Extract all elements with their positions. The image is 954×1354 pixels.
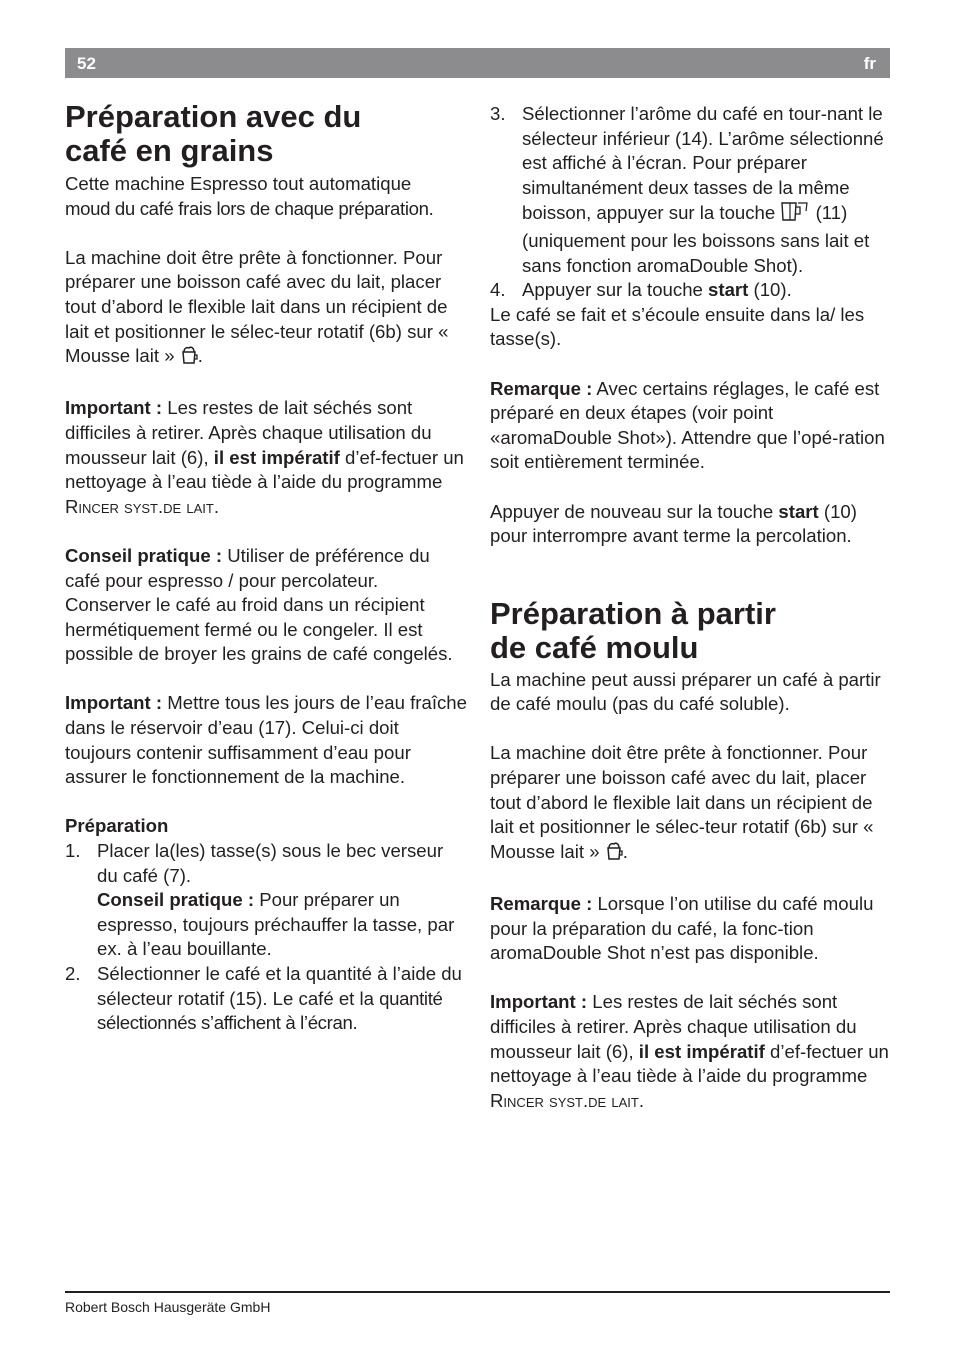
left-column (65, 100, 467, 1036)
remarque-paragraph-2: Remarque : Lorsque l’on utilise du café moulu pour la préparation du café, la fonc-tion aromaDouble Shot n’est pas disponible. (490, 893, 874, 964)
steps-list-right (490, 102, 890, 303)
flow-paragraph: Le café se fait et s’écoule ensuite dans la/ les tasse(s). (490, 303, 865, 350)
program-name: Rincer syst.de lait (490, 1089, 639, 1111)
page-number: 52 (77, 54, 96, 73)
ready-paragraph-right: La machine doit être prête à fonctionner. Pour préparer une boisson café avec du lait, placer tout d’abord le flexible lait dans un récipient de lait et positionner le sélec-teur rotatif (6b) sur « Mousse lait » . (490, 741, 890, 867)
program-name: Rincer syst.de lait (65, 495, 214, 517)
steps-list-left (65, 839, 467, 1036)
list-item: 4. Appuyer sur la touche start (10). (490, 279, 792, 301)
section-title-moulu: Préparation à partir de café moulu (490, 595, 776, 665)
language-code: fr (863, 54, 876, 73)
intro-paragraph: Cette machine Espresso tout automatique moud du café frais lors de chaque préparation. (65, 173, 434, 219)
list-item: 2. Sélectionner le café et la quantité à l’aide du sélecteur rotatif (15). Le café et la quantité sélectionnés s’affichent à l’écran. (65, 963, 462, 1034)
moulu-intro-paragraph: La machine peut aussi préparer un café à partir de café moulu (pas du café soluble). (490, 668, 881, 715)
important-paragraph-1: Important : Les restes de lait séchés sont difficiles à retirer. Après chaque utilisation du mousseur lait (6), il est impératif d’ef-fectuer un nettoyage à l’eau tiède à l’aide du programme Rincer syst.de lait. (65, 397, 464, 517)
footer-company: Robert Bosch Hausgeräte GmbH (65, 1299, 271, 1315)
milk-foam-icon (180, 345, 198, 372)
ready-paragraph: La machine doit être prête à fonctionner. Pour préparer une boisson café avec du lait, placer tout d’abord le flexible lait dans un récipient de lait et positionner le sélec-teur rotatif (6b) sur « Mousse lait » . (65, 246, 467, 372)
important-paragraph-right: Important : Les restes de lait séchés sont difficiles à retirer. Après chaque utilisation du mousseur lait (6), il est impératif d’ef-fectuer un nettoyage à l’eau tiède à l’aide du programme Rincer syst.de lait. (490, 991, 889, 1111)
double-cup-icon (780, 200, 810, 229)
important-paragraph-2: Important : Mettre tous les jours de l’eau fraîche dans le réservoir d’eau (17). Celui-ci doit toujours contenir suffisamment d’eau pour assurer le fonctionnement de la machine. (65, 692, 467, 788)
remarque-paragraph-1: Remarque : Avec certains réglages, le café est préparé en deux étapes (voir point «aromaDouble Shot»). Attendre que l’opé-ration soit entièrement terminée. (490, 377, 885, 473)
section-title-grains: Préparation avec du café en grains (65, 99, 362, 168)
start-again-paragraph: Appuyer de nouveau sur la touche start (10) pour interrompre avant terme la percolation. (490, 500, 857, 547)
list-item: 3. Sélectionner l’arôme du café en tour-nant le sélecteur inférieur (14). L’arôme sélectionné est affiché à l’écran. Pour préparer simultanément deux tasses de la même boisson, appuyer sur la touche (11) (uniquement pour les boissons sans lait et sans fonction aromaDouble Shot). (490, 103, 884, 276)
milk-foam-icon (605, 841, 623, 868)
list-item: 1. Placer la(les) tasse(s) sous le bec verseur du café (7). Conseil pratique : Pour préparer un espresso, toujours préchauffer la tasse, par ex. à l’eau bouillante. (65, 840, 455, 960)
page-header-bar (65, 48, 890, 78)
important-label: Important : (65, 397, 163, 419)
right-column (490, 102, 890, 1113)
preparation-heading: Préparation (65, 815, 169, 837)
conseil-paragraph: Conseil pratique : Utiliser de préférence du café pour espresso / pour percolateur. Conserver le café au froid dans un récipient hermétiquement fermé ou le congeler. Il est possible de broyer les grains de café congelés. (65, 544, 453, 665)
footer-rule (65, 1291, 890, 1293)
